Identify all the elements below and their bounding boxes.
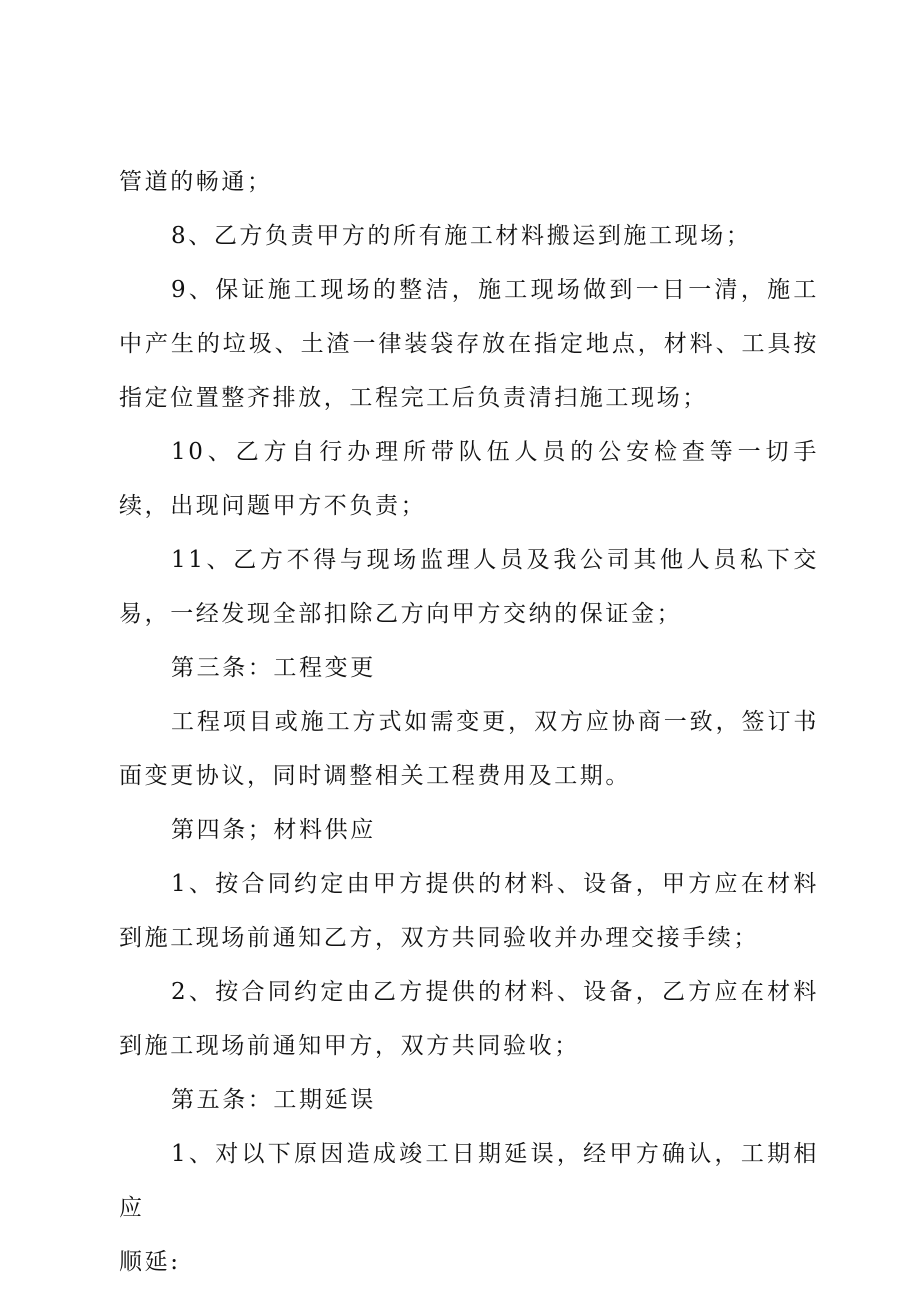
article-4-item-2: 2、按合同约定由乙方提供的材料、设备，乙方应在材料到施工现场前通知甲方，双方共同验收； [119,979,819,1059]
article-3-heading: 第三条：工程变更 [171,655,376,681]
clause-11-private-dealings: 11、乙方不得与现场监理人员及我公司其他人员私下交易，一经发现全部扣除乙方向甲方交纳的保证金； [119,547,819,627]
article-5-heading: 第五条：工期延误 [171,1087,376,1113]
clause-8-materials-transport: 8、乙方负责甲方的所有施工材料搬运到施工现场； [171,223,752,249]
clause-9-site-cleanliness: 9、保证施工现场的整洁，施工现场做到一日一清，施工中产生的垃圾、土渣一律装袋存放在指定地点，材料、工具按指定位置整齐排放，工程完工后负责清扫施工现场； [119,277,819,411]
article-4-heading: 第四条；材料供应 [171,817,376,843]
article-5-item-1-continued: 顺延: [119,1249,181,1275]
clause-10-security-procedures: 10、乙方自行办理所带队伍人员的公安检查等一切手续，出现问题甲方不负责； [119,439,819,519]
article-5-item-1: 1、对以下原因造成竣工日期延误，经甲方确认，工期相应 [119,1141,819,1221]
article-4-item-1: 1、按合同约定由甲方提供的材料、设备，甲方应在材料到施工现场前通知乙方，双方共同验收并办理交接手续； [119,871,819,951]
paragraph-pipe-clearance: 管道的畅通； [119,169,273,195]
document-body [119,155,819,1289]
article-3-body: 工程项目或施工方式如需变更，双方应协商一致，签订书面变更协议，同时调整相关工程费用及工期。 [119,709,819,789]
